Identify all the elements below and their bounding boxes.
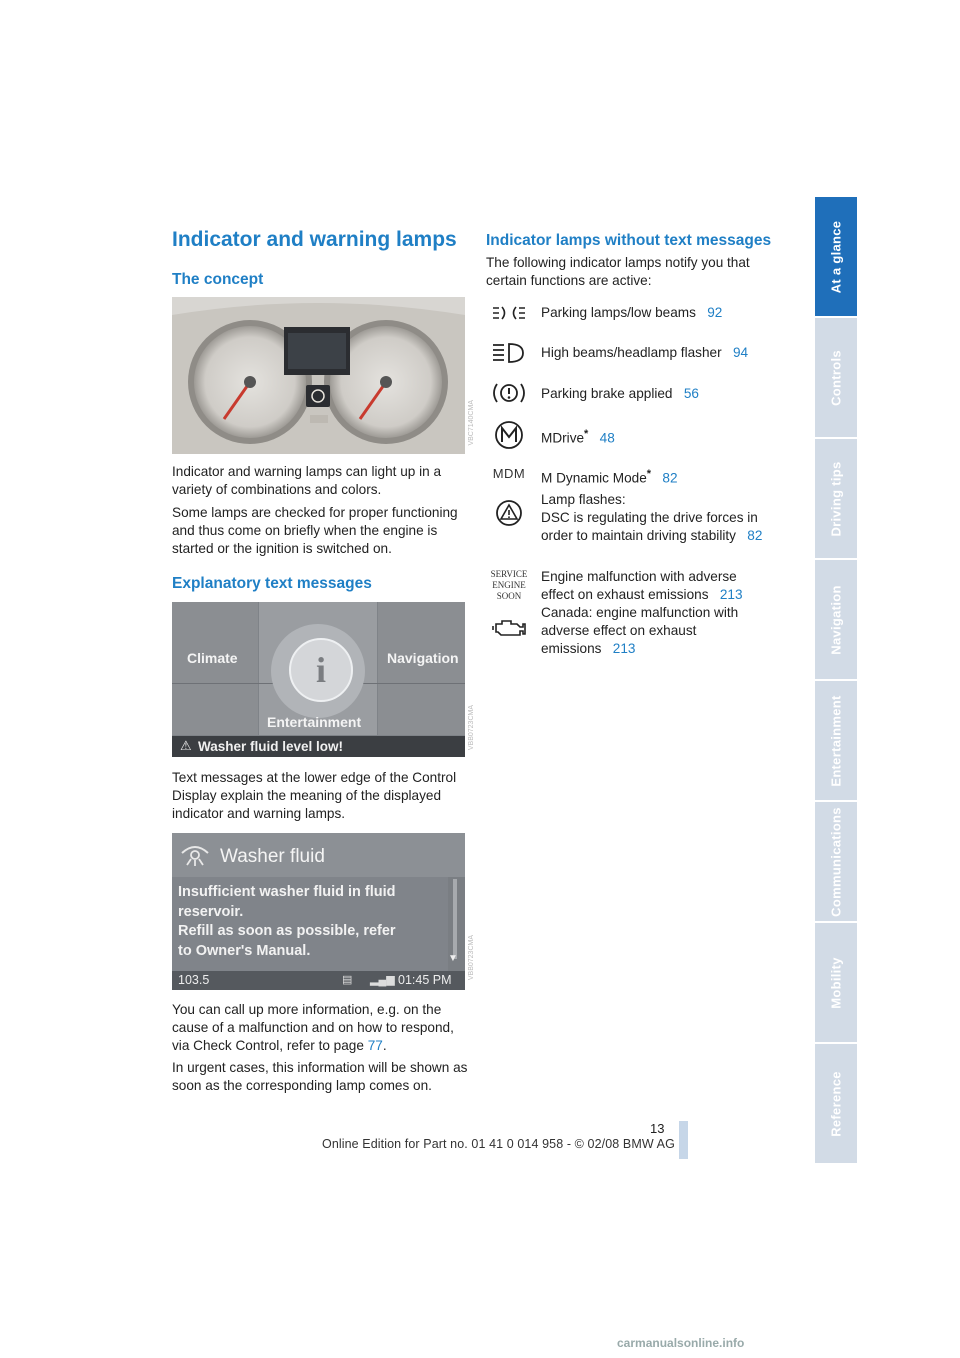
explanatory-paragraph: Text messages at the lower edge of the Control Display explain the meaning of the displayed indicator and warning lamps. bbox=[172, 770, 457, 821]
indicator-row: Parking brake applied 56 bbox=[485, 382, 795, 406]
more-info-paragraph: You can call up more information, e.g. on the cause of a malfunction and on how to respond, via Check Control, refer to page 77. bbox=[172, 1002, 454, 1053]
indicator-row: MDrive* 48 bbox=[485, 420, 795, 450]
watermark: carmanualsonline.info bbox=[617, 1336, 745, 1350]
instrument-cluster-image bbox=[172, 297, 465, 454]
page-number: 13 bbox=[650, 1121, 665, 1136]
washer-fluid-detail-image bbox=[172, 833, 465, 990]
menu-warning-message: Washer fluid level low! bbox=[198, 739, 344, 754]
indicator-row: Parking lamps/low beams 92 bbox=[485, 302, 795, 324]
indicator-row: Canada: engine malfunction with adverse effect on exhaust emissions 213 bbox=[485, 604, 795, 660]
tab-navigation[interactable]: Navigation bbox=[815, 560, 857, 679]
high-beams-icon bbox=[485, 342, 533, 364]
page-link[interactable]: 82 bbox=[662, 470, 678, 486]
concept-paragraph-2: Some lamps are checked for proper functioning and thus come on briefly when the engine is started or the ignition is switched on. bbox=[172, 505, 458, 556]
indicator-row: SERVICE ENGINE SOON Engine malfunction with adverse effect on exhaust emissions 213 bbox=[485, 567, 795, 607]
detail-line-2: reservoir. bbox=[178, 903, 244, 920]
page-title: Indicator and warning lamps bbox=[172, 228, 457, 251]
image-code: VBB0723CMA bbox=[468, 705, 475, 751]
footer-bar bbox=[679, 1121, 688, 1159]
tab-controls[interactable]: Controls bbox=[815, 318, 857, 437]
washer-fluid-icon bbox=[179, 839, 211, 869]
menu-entertainment: Entertainment bbox=[267, 714, 362, 730]
menu-navigation: Navigation bbox=[387, 650, 459, 666]
instrument-cluster-illustration bbox=[172, 297, 465, 454]
detail-line-3: Refill as soon as possible, refer bbox=[178, 923, 396, 939]
page-link[interactable]: 213 bbox=[612, 641, 636, 656]
urgent-paragraph: In urgent cases, this information will be shown as soon as the corresponding lamp comes on. bbox=[172, 1060, 468, 1093]
control-display-menu-image bbox=[172, 602, 465, 757]
mdrive-icon bbox=[485, 420, 533, 450]
tab-mobility[interactable]: Mobility bbox=[815, 923, 857, 1042]
tab-driving-tips[interactable]: Driving tips bbox=[815, 439, 857, 558]
image-code: VBC7140CMA bbox=[468, 400, 475, 446]
image-code: VBB0723CMA bbox=[468, 935, 475, 981]
radio-frequency: 103.5 bbox=[178, 973, 210, 987]
indicator-row: High beams/headlamp flasher 94 bbox=[485, 342, 795, 364]
tab-entertainment[interactable]: Entertainment bbox=[815, 681, 857, 800]
tab-at-a-glance[interactable]: At a glance bbox=[815, 197, 857, 316]
optional-equipment-star: * bbox=[584, 428, 589, 440]
dsc-warning-icon bbox=[485, 497, 533, 529]
concept-paragraph-1: Indicator and warning lamps can light up in a variety of combinations and colors. bbox=[172, 464, 442, 497]
optional-equipment-star: * bbox=[646, 468, 652, 480]
indicators-intro: The following indicator lamps notify you that certain functions are active: bbox=[486, 255, 750, 288]
page-link[interactable]: 56 bbox=[683, 386, 699, 401]
indicator-row: Lamp flashes: DSC is regulating the drive forces in order to maintain driving stability 82 bbox=[485, 491, 795, 547]
parking-lamps-icon bbox=[485, 304, 533, 322]
service-engine-soon-icon: SERVICE ENGINE SOON bbox=[490, 569, 528, 601]
page-link[interactable]: 213 bbox=[719, 587, 743, 602]
page-link[interactable]: 94 bbox=[732, 345, 749, 360]
detail-line-4: to Owner's Manual. bbox=[178, 942, 311, 959]
tab-communications[interactable]: Communications bbox=[815, 802, 857, 921]
clock-time: 01:45 PM bbox=[398, 973, 452, 987]
signal-strength-icon: ▂▄▆ bbox=[370, 974, 395, 986]
tab-reference[interactable]: Reference bbox=[815, 1044, 857, 1163]
section-tabs bbox=[815, 197, 857, 1165]
info-icon: i bbox=[289, 638, 353, 702]
phone-icon: ▤ bbox=[342, 974, 353, 986]
detail-title: Washer fluid bbox=[220, 846, 325, 867]
footer-edition: Online Edition for Part no. 01 41 0 014 958 - © 02/08 BMW AG bbox=[322, 1137, 675, 1151]
scrollbar[interactable] bbox=[453, 879, 457, 959]
warning-triangle-icon: ⚠ bbox=[180, 738, 192, 753]
check-engine-icon bbox=[485, 616, 533, 640]
parking-brake-icon bbox=[485, 381, 533, 405]
menu-climate: Climate bbox=[187, 650, 238, 666]
page-link[interactable]: 92 bbox=[707, 305, 723, 320]
mdm-icon: MDM bbox=[492, 466, 526, 481]
detail-line-1: Insufficient washer fluid in fluid bbox=[178, 884, 396, 900]
indicator-row: MDM M Dynamic Mode* 82 bbox=[485, 462, 795, 484]
explanatory-heading: Explanatory text messages bbox=[172, 575, 372, 592]
page-link-77[interactable]: 77 bbox=[367, 1038, 383, 1053]
page-link[interactable]: 48 bbox=[599, 430, 615, 446]
page-link[interactable]: 82 bbox=[747, 528, 763, 543]
concept-heading: The concept bbox=[172, 271, 264, 288]
scroll-down-arrow-icon[interactable]: ▼ bbox=[448, 953, 458, 964]
indicators-heading: Indicator lamps without text messages bbox=[486, 232, 772, 249]
